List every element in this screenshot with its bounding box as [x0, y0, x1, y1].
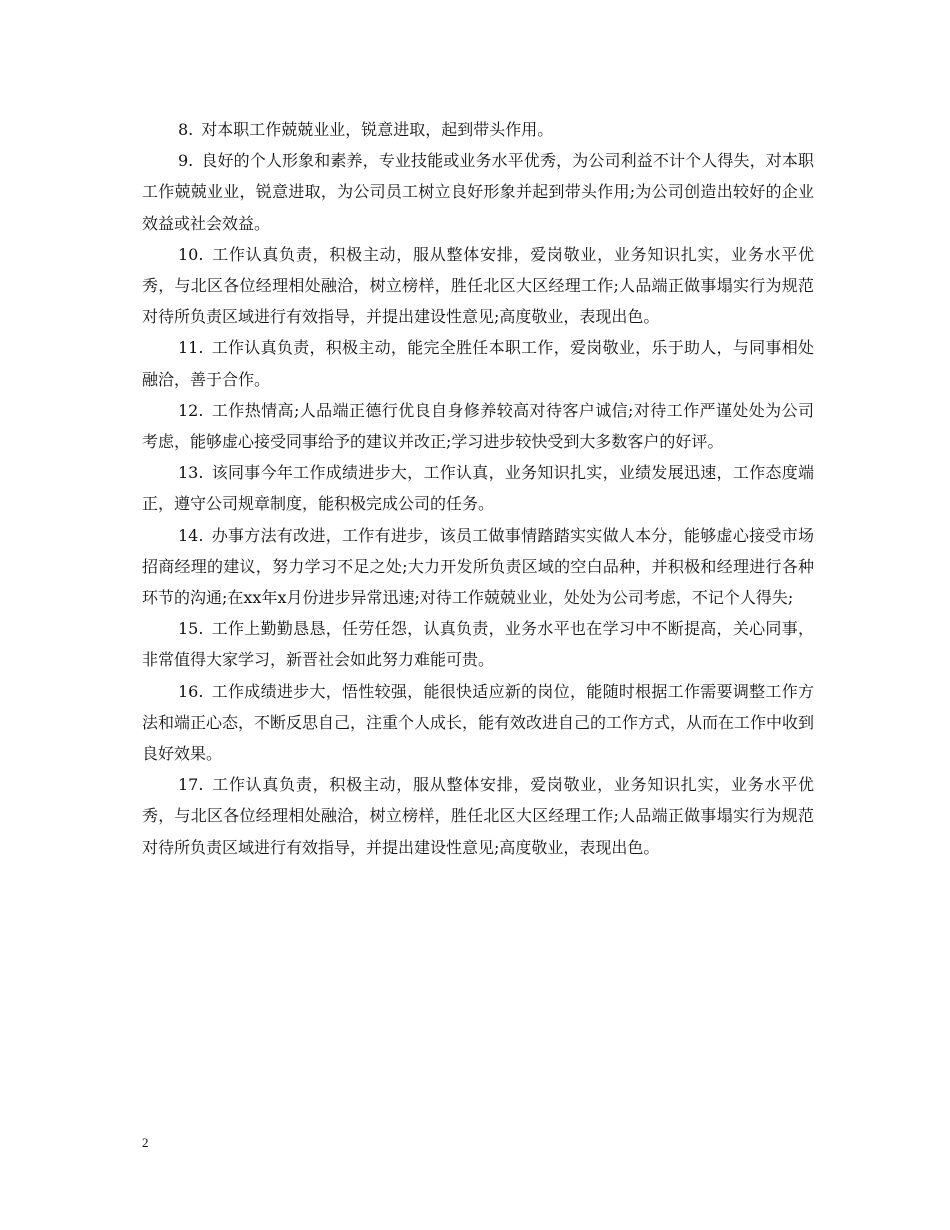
item-text: 办事方法有改进，工作有进步，该员工做事情踏踏实实做人本分，能够虚心接受市场招商经理的建议，努力学习不足之处;大力开发所负责区域的空白品种，并积极和经理进行各种环节的沟通;在xx年x月份进步异常迅速;对待工作兢兢业业，处处为公司考虑，不记个人得失; [142, 525, 814, 608]
paragraph-item-16 [142, 676, 814, 770]
item-text: 该同事今年工作成绩进步大，工作认真，业务知识扎实，业绩发展迅速，工作态度端正，遵守公司规章制度，能积极完成公司的任务。 [142, 463, 814, 514]
item-text: 工作认真负责，积极主动，服从整体安排，爱岗敬业，业务知识扎实，业务水平优秀，与北区各位经理相处融洽，树立榜样，胜任北区大区经理工作;人品端正做事塌实行为规范对待所负责区域进行有效指导，并提出建设性意见;高度敬业，表现出色。 [142, 775, 814, 857]
item-number: 9. [178, 151, 194, 171]
document-body [142, 114, 814, 863]
item-number: 17. [178, 775, 204, 795]
item-number: 8. [178, 120, 194, 139]
paragraph-item-15 [142, 613, 814, 675]
item-text: 工作认真负责，积极主动，服从整体安排，爱岗敬业，业务知识扎实，业务水平优秀，与北区各位经理相处融洽，树立榜样，胜任北区大区经理工作;人品端正做事塌实行为规范对待所负责区域进行有效指导，并提出建设性意见;高度敬业，表现出色。 [142, 244, 814, 327]
item-text: 工作热情高;人品端正德行优良自身修养较高对待客户诚信;对待工作严谨处处为公司考虑，能够虚心接受同事给予的建议并改正;学习进步较快受到大多数客户的好评。 [142, 400, 814, 452]
paragraph-item-12 [142, 395, 814, 457]
item-text: 良好的个人形象和素养，专业技能或业务水平优秀，为公司利益不计个人得失，对本职工作兢兢业业，锐意进取，为公司员工树立良好形象并起到带头作用;为公司创造出较好的企业效益或社会效益。 [142, 151, 814, 233]
paragraph-item-8 [142, 114, 814, 145]
paragraph-item-14 [142, 520, 814, 614]
item-number: 10. [178, 244, 204, 264]
paragraph-item-11 [142, 332, 814, 394]
paragraph-item-17 [142, 769, 814, 863]
item-text: 工作上勤勤恳恳，任劳任怨，认真负责，业务水平也在学习中不断提高，关心同事，非常值得大家学习，新晋社会如此努力难能可贵。 [142, 619, 814, 670]
item-text: 对本职工作兢兢业业，锐意进取，起到带头作用。 [201, 120, 554, 139]
item-number: 14. [178, 525, 204, 545]
item-text: 工作认真负责，积极主动，能完全胜任本职工作，爱岗敬业，乐于助人，与同事相处融洽，善于合作。 [142, 338, 814, 389]
item-number: 15. [178, 619, 204, 639]
item-number: 11. [178, 338, 204, 358]
paragraph-item-10 [142, 239, 814, 333]
page-number: 2 [142, 1135, 149, 1150]
item-number: 16. [178, 681, 204, 701]
item-number: 12. [178, 400, 204, 420]
item-text: 工作成绩进步大，悟性较强，能很快适应新的岗位，能随时根据工作需要调整工作方法和端正心态，不断反思自己，注重个人成长，能有效改进自己的工作方式，从而在工作中收到良好效果。 [142, 681, 815, 764]
item-number: 13. [178, 463, 204, 483]
paragraph-item-9 [142, 145, 814, 239]
paragraph-item-13 [142, 457, 814, 519]
